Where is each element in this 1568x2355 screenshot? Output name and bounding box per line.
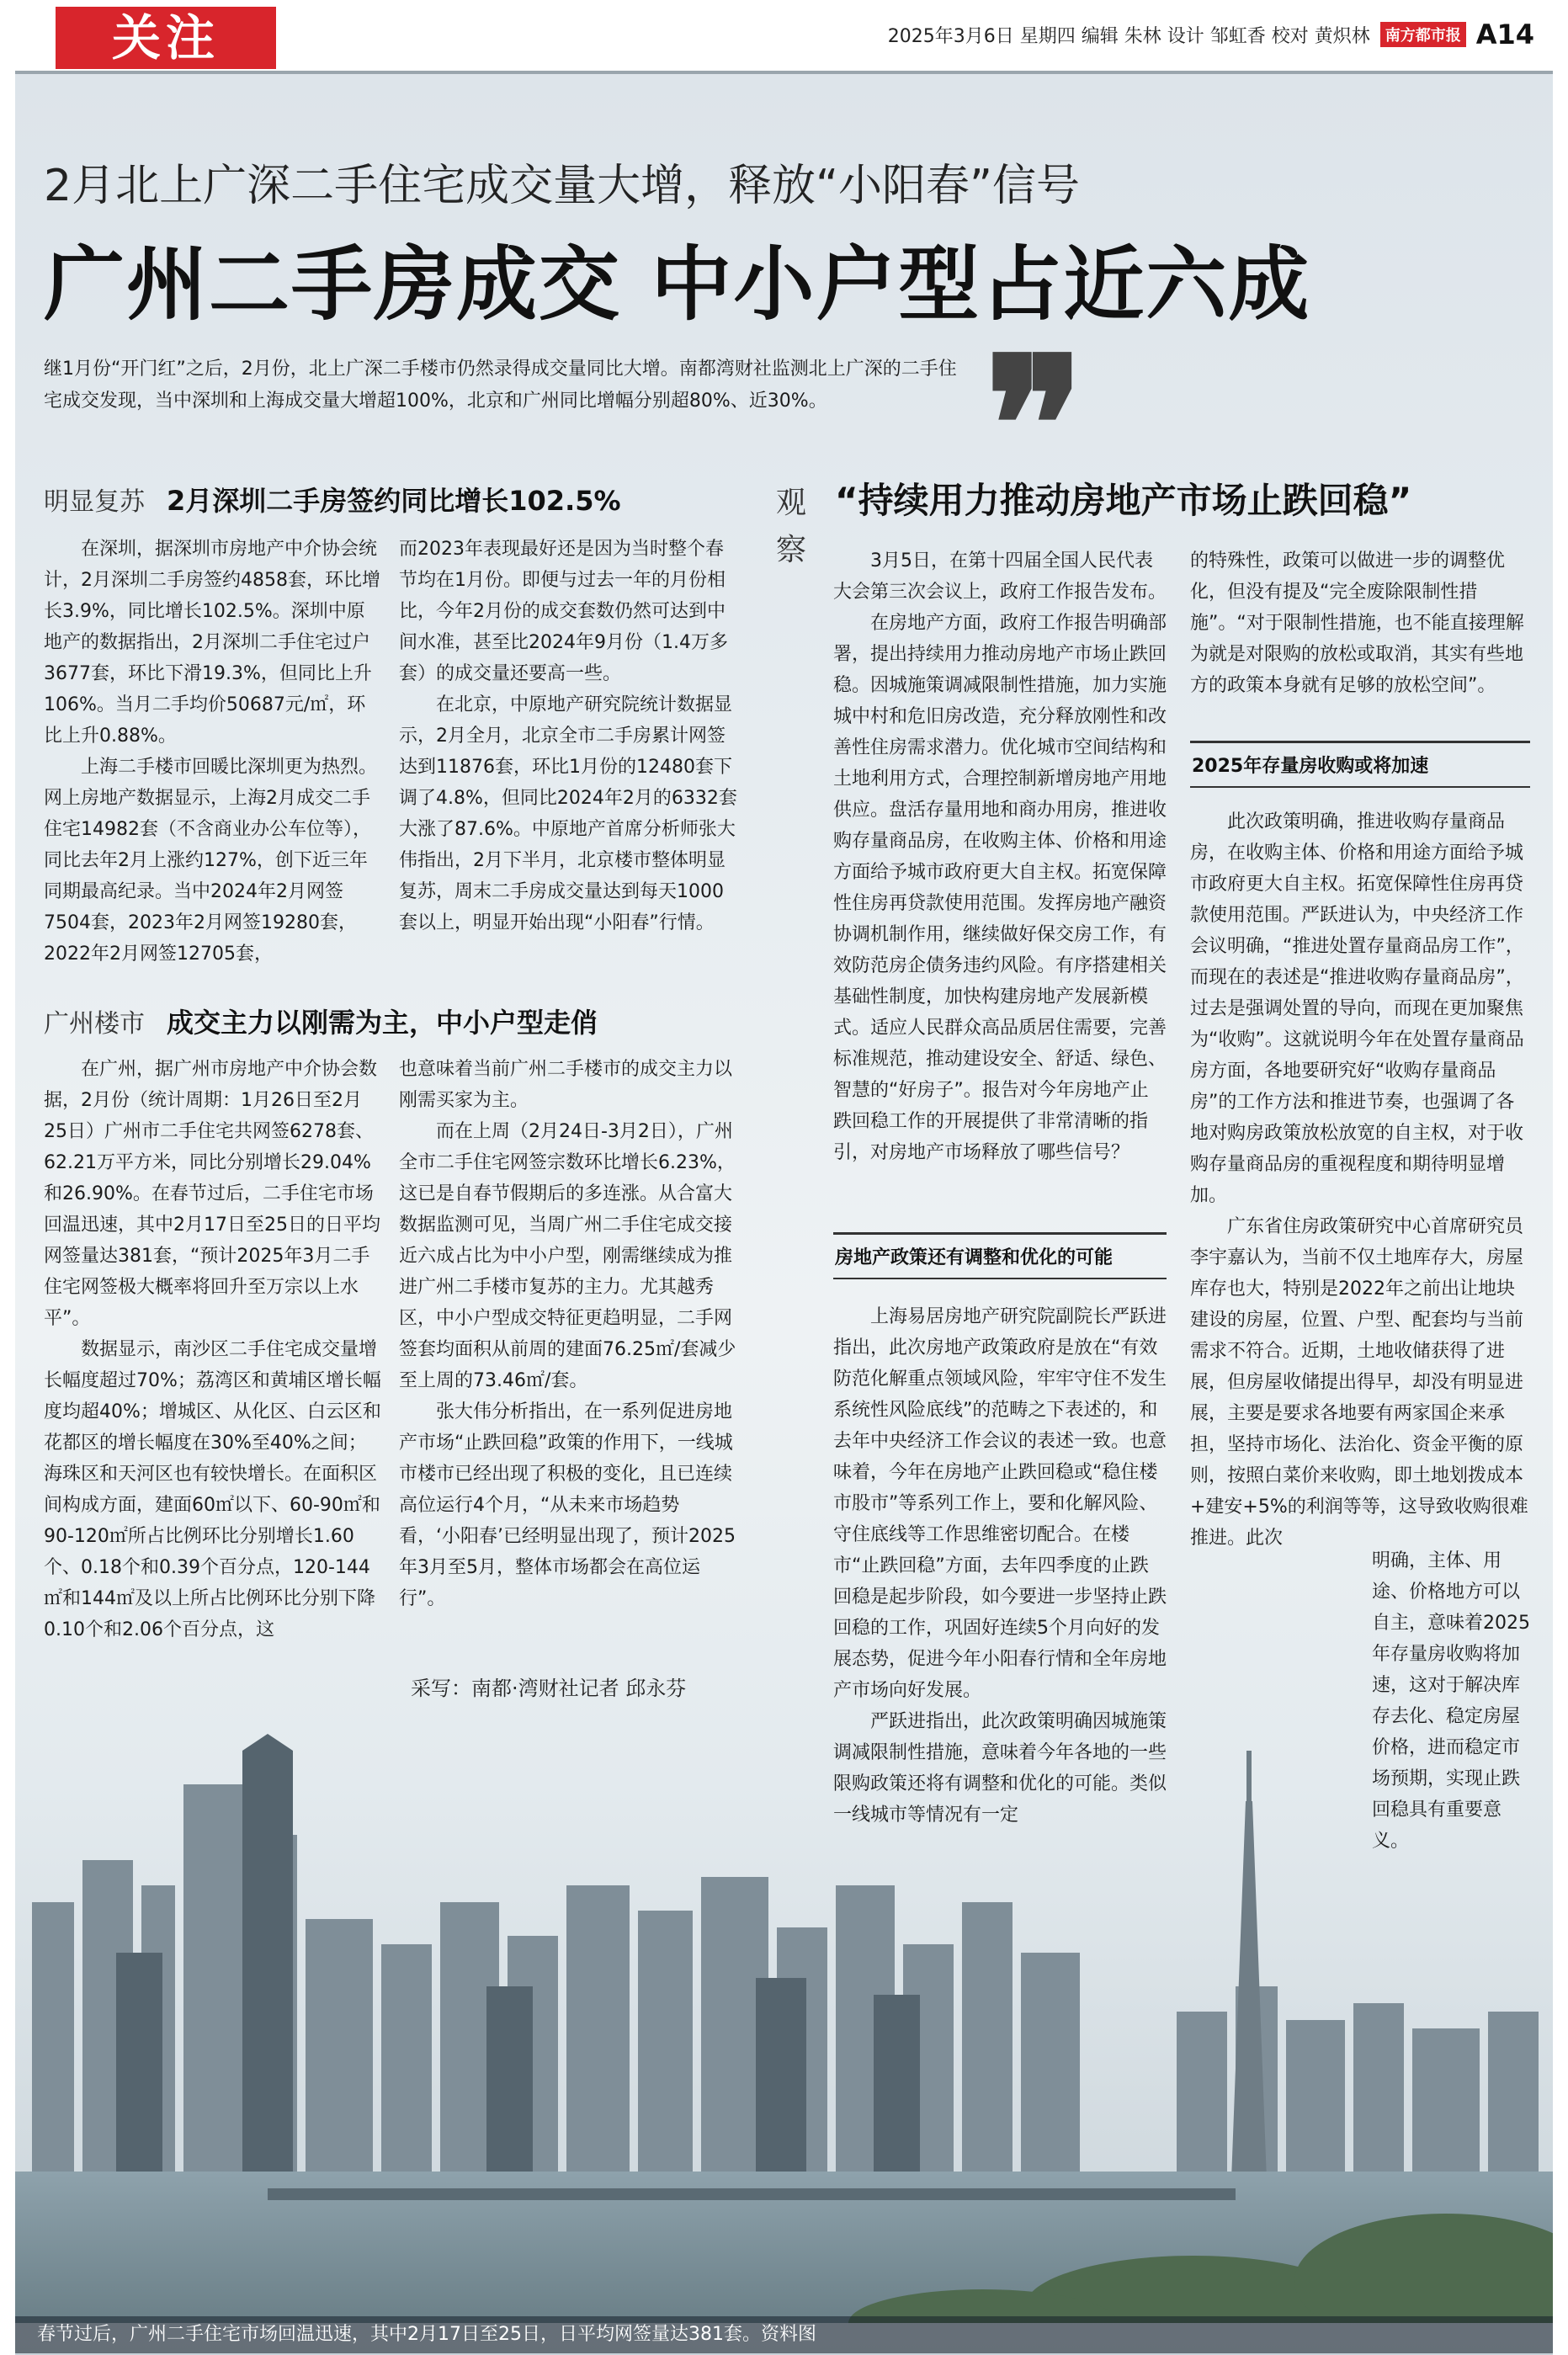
bridge (268, 2188, 1236, 2200)
section1-title: 2月深圳二手房签约同比增长102.5% (167, 485, 621, 517)
folio (888, 19, 1534, 51)
section1-column-b (399, 534, 737, 938)
section2-title: 成交主力以刚需为主，中小户型走俏 (167, 1007, 598, 1039)
paragraph: 在广州，据广州市房地产中介协会数据，2月份（统计周期：1月26日至2月25日）广州市二手住宅共网签6278套、62.21万平方米，同比分别增长29.04%和26.90%。在春节过后，二手住宅市场回温迅速，其中2月17日至25日的日平均网签量达381套，“预计2025年3月二手住宅网签极大概率将回升至万宗以上水平”。 (44, 1059, 380, 1329)
observe-label: 观察 (775, 486, 806, 567)
paragraph: 也意味着当前广州二手楼市的成交主力以刚需买家为主。 (399, 1059, 733, 1111)
paragraph: 而在上周（2月24日-3月2日），广州全市二手住宅网签宗数环比增长6.23%，这已是自春节假期后的多连涨。从合富大数据监测可见，当周广州二手住宅成交接近六成占比为中小户型，刚需继续成为推进广州二手楼市复苏的主力。尤其越秀区，中小户型成交特征更趋明显，二手网签套均面积从前周的建面76.25㎡/套减少至上周的73.46㎡/套。 (399, 1121, 736, 1391)
section2-column-b (399, 1054, 737, 1614)
photo-caption: 春节过后，广州二手住宅市场回温迅速，其中2月17日至25日，日平均网签量达381套。资料图 (15, 2316, 1553, 2353)
paragraph: 而2023年表现最好还是因为当时整个春节均在1月份。即便与过去一年的月份相比，今年2月份的成交套数仍然可达到中间水准，甚至比2024年9月份（1.4万多套）的成交量还要高一些。 (399, 539, 728, 684)
lead-paragraph: 继1月份“开门红”之后，2月份，北上广深二手楼市仍然录得成交量同比大增。南都湾财社监测北上广深的二手住宅成交发现，当中深圳和上海成交量大增超100%，北京和广州同比增幅分别超80%、近30%。 (44, 359, 957, 412)
observe-column-b-top (1190, 545, 1530, 701)
folio-meta: 2025年3月6日 星期四 编辑 朱林 设计 邹虹香 校对 黄炽林 (887, 25, 1370, 47)
header-rule (15, 71, 1553, 74)
section1-column-a (44, 534, 382, 970)
paragraph: 在北京，中原地产研究院统计数据显示，2月全月，北京全市二手房累计网签达到11876套，环比1月份的12480套下调了4.8%，但同比2024年2月的6332套大涨了87.6%。中原地产首席分析师张大伟指出，2月下半月，北京楼市整体明显复苏，周末二手房成交量达到每天1000套以上，明显开始出现“小阳春”行情。 (399, 694, 737, 933)
paragraph: 严跃进指出，此次政策明确因城施策调减限制性措施，意味着今年各地的一些限购政策还将有调整和优化的可能。类似一线城市等情况有一定 (833, 1711, 1167, 1826)
observe-subhead-1: 房地产政策还有调整和优化的可能 (833, 1232, 1167, 1279)
paragraph: 的特殊性，政策可以做进一步的调整优化，但没有提及“完全废除限制性措施”。“对于限制性措施，也不能直接理解为就是对限购的放松或取消，其实有些地方的政策本身就有足够的放松空间”。 (1190, 550, 1524, 696)
city-skyline-photo (15, 1734, 1553, 2323)
section2-column-a (44, 1054, 382, 1645)
paragraph: 明确，主体、用途、价格地方可以自主，意味着2025年存量房收购将加速，这对于解决库存去化、稳定房屋价格，进而稳定市场预期，实现止跌回稳具有重要意义。 (1372, 1550, 1530, 1852)
kicker: 2月北上广深二手住宅成交量大增，释放“小阳春”信号 (44, 161, 1080, 211)
paragraph: 3月5日，在第十四届全国人民代表大会第三次会议上，政府工作报告发布。 (833, 550, 1167, 603)
section2-heading (44, 1002, 598, 1040)
paper-logo: 南方都市报 (1380, 22, 1466, 47)
paragraph: 广东省住房政策研究中心首席研究员李宇嘉认为，当前不仅土地库存大，房屋库存也大，特别是2022年之前出让地块建设的房屋，位置、户型、配套均与当前需求不符合。近期，土地收储获得了进展，但房屋收储提出得早，却没有明显进展，主要是要求各地要有两家国企来承担，坚持市场化、法治化、资金平衡的原则，按照白菜价来收购，即土地划拨成本+建安+5%的利润等等，这导致收购很难推进。此次 (1190, 1216, 1528, 1549)
section-tag: 关注 (56, 7, 276, 69)
byline: 采写：南都·湾财社记者 邱永芬 (411, 1677, 687, 1700)
paragraph: 在房地产方面，政府工作报告明确部署，提出持续用力推动房地产市场止跌回稳。因城施策调减限制性措施，加力实施城中村和危旧房改造，充分释放刚性和改善性住房需求潜力。优化城市空间结构和土地利用方式，合理控制新增房地产用地供应。盘活存量用地和商办用房，推进收购存量商品房，在收购主体、价格和用途方面给予城市政府更大自主权。拓宽保障性住房再贷款使用范围。发挥房地产融资协调机制作用，继续做好保交房工作，有效防范房企债务违约风险。有序搭建相关基础性制度，加快构建房地产发展新模式。适应人民群众高品质居住需要，完善标准规范，推动建设安全、舒适、绿色、智慧的“好房子”。报告对今年房地产止跌回稳工作的开展提供了非常清晰的指引，对房地产市场释放了哪些信号？ (833, 613, 1167, 1163)
section1-heading (44, 480, 621, 518)
paragraph: 上海二手楼市回暖比深圳更为热烈。网上房地产数据显示，上海2月成交二手住宅14982套（不含商业办公车位等），同比去年2月上涨约127%，创下近三年同期最高纪录。当中2024年2月网签7504套，2023年2月网签19280套，2022年2月网签12705套， (44, 757, 378, 965)
observe-column-b-body (1190, 806, 1530, 1554)
observe-column-a-intro (833, 545, 1167, 1168)
section2-label: 广州楼市 (44, 1009, 145, 1039)
paragraph: 张大伟分析指出，在一系列促进房地产市场“止跌回稳”政策的作用下，一线城市楼市已经出现了积极的变化，且已连续高位运行4个月，“从未来市场趋势看，‘小阳春’已经明显出现了，预计2025年3月至5月，整体市场都会在高位运行”。 (399, 1401, 736, 1609)
canton-tower (1231, 1751, 1267, 2180)
paragraph: 上海易居房地产研究院副院长严跃进指出，此次房地产政策政府是放在“有效防范化解重点领域风险，牢牢守住不发生系统性风险底线”的范畴之下表述的，和去年中央经济工作会议的表述一致。也意味着，今年在房地产止跌回稳或“稳住楼市股市”等系列工作上，要和化解风险、守住底线等工作思维密切配合。在楼市“止跌回稳”方面，去年四季度的止跌回稳是起步阶段，如今要进一步坚持止跌回稳的工作，巩固好连续5个月向好的发展态势，促进今年小阳春行情和全年房地产市场向好发展。 (833, 1306, 1167, 1701)
observe-subhead-2: 2025年存量房收购或将加速 (1190, 741, 1530, 788)
section1-label: 明显复苏 (44, 487, 145, 517)
paragraph: 数据显示，南沙区二手住宅成交量增长幅度超过70%；荔湾区和黄埔区增长幅度均超40%；增城区、从化区、白云区和花都区的增长幅度在30%至40%之间；海珠区和天河区也有较快增长。在面积区间构成方面，建面60㎡以下、60-90㎡和90-120㎡所占比例环比分别增长1.60个、0.18个和0.39个百分点，120-144㎡和144㎡及以上所占比例环比分别下降0.10个和2.06个百分点，这 (44, 1339, 381, 1640)
observe-title: “持续用力推动房地产市场止跌回稳” (835, 480, 1412, 521)
quote-mark-icon: ❞ (985, 316, 1085, 534)
headline: 广州二手房成交 中小户型占近六成 (44, 237, 1311, 332)
paragraph: 此次政策明确，推进收购存量商品房，在收购主体、价格和用途方面给予城市政府更大自主权。拓宽保障性住房再贷款使用范围。严跃进认为，中央经济工作会议明确，“推进处置存量商品房工作”，而现在的表述是“推进收购存量商品房”，过去是强调处置的导向，而现在更加聚焦为“收购”。这就说明今年在处置存量商品房方面，各地要研究好“收购存量商品房”的工作方法和推进节奏，也强调了各地对购房政策放松放宽的自主权，对于收购存量商品房的重视程度和期待明显增加。 (1190, 811, 1524, 1206)
paragraph: 在深圳，据深圳市房地产中介协会统计，2月深圳二手房签约4858套，环比增长3.9%，同比增长102.5%。深圳中原地产的数据指出，2月深圳二手住宅过户3677套，环比下滑19.3%，但同比上升106%。当月二手均价50687元/㎡，环比上升0.88%。 (44, 539, 380, 747)
page-header (0, 0, 1568, 76)
page-number: A14 (1475, 19, 1534, 51)
